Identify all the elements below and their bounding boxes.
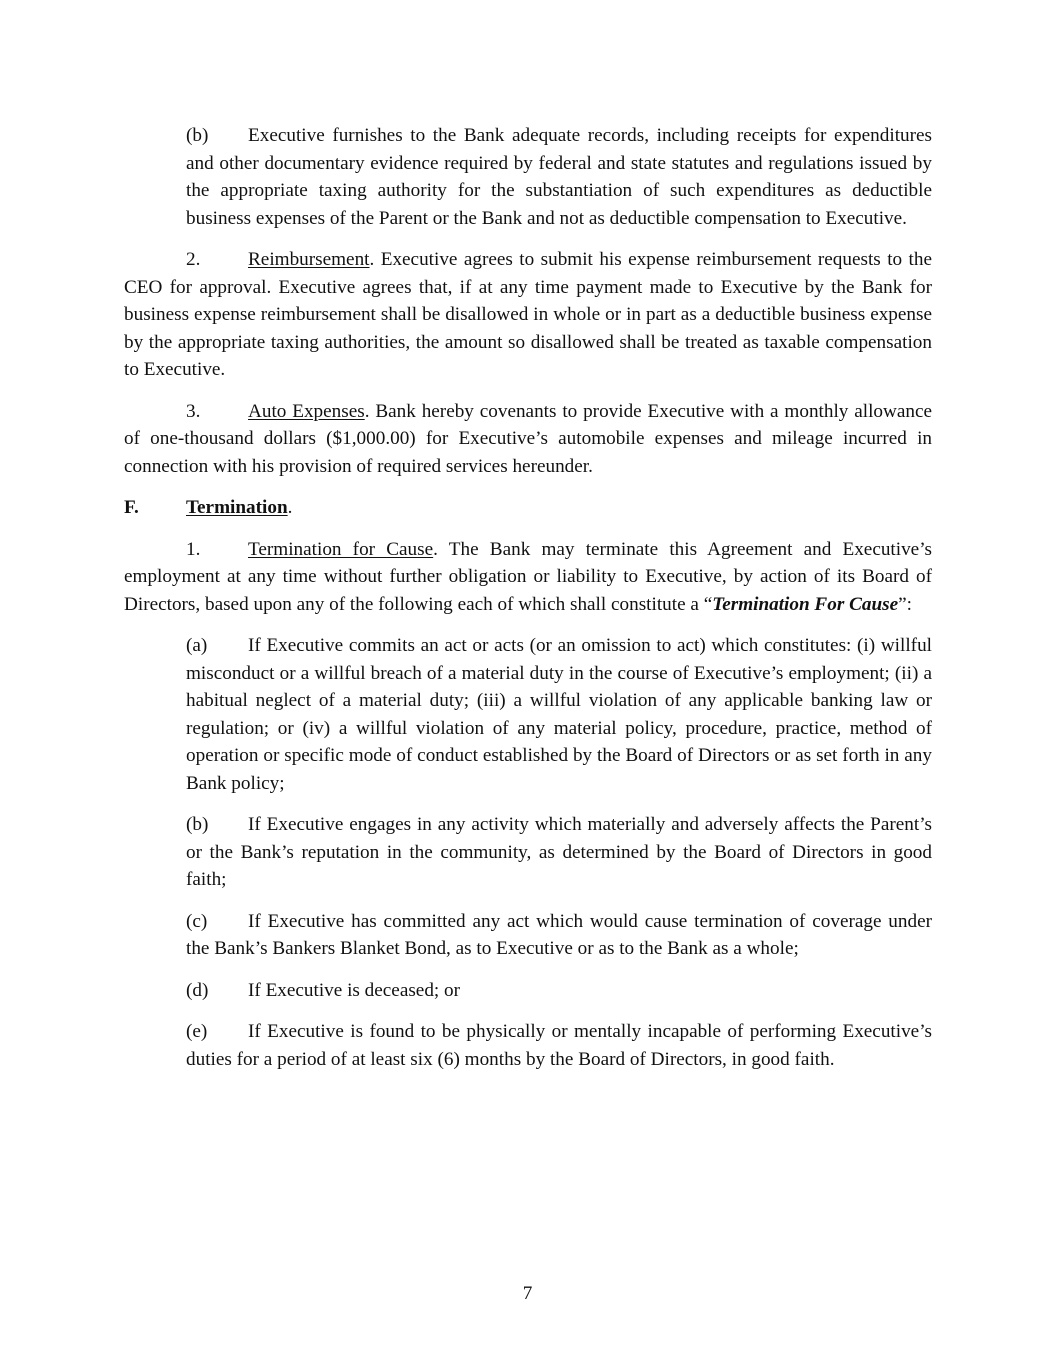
- paragraph-text: . Bank hereby covenants to provide Executive with a monthly allowance of one-thousand dollars ($1,000.00) for Executive’s automobile expenses and mileage incurred in connection with his provision of required services hereunder.: [124, 400, 933, 477]
- subitem-d: [186, 977, 932, 1005]
- paragraph-auto-expenses: [124, 398, 932, 481]
- defined-term: Termination For Cause: [712, 593, 899, 615]
- subitem-text: If Executive engages in any activity which materially and adversely affects the Parent’s or the Bank’s reputation in the community, as determined by the Board of Directors in good faith;: [186, 814, 932, 890]
- page-number: 7: [522, 1283, 533, 1304]
- paragraph-text-end: ”:: [898, 593, 912, 615]
- subitem-e: [186, 1018, 932, 1073]
- subitem-label: (a): [186, 635, 208, 656]
- subitem-label: (b): [186, 814, 209, 835]
- section-letter: F.: [124, 497, 139, 518]
- section-title-suffix: .: [287, 497, 293, 518]
- paragraph-number: 2.: [186, 249, 201, 270]
- paragraph-text: . The Bank may terminate this Agreement and Executive’s employment at any time without further obligation or liability to Executive, by action of its Board of Directors, based upon any of the following each of which shall constitute a “: [124, 538, 932, 615]
- paragraph-number: 1.: [186, 538, 201, 560]
- paragraph-reimbursement: [124, 246, 932, 384]
- document-page: [124, 122, 932, 1087]
- auto-expenses-title: Auto Expenses: [248, 400, 365, 422]
- paragraph-number: 3.: [186, 400, 201, 422]
- subitem-text: If Executive is found to be physically or mentally incapable of performing Executive’s duties for a period of at least six (6) months by the Board of Directors, in good faith.: [186, 1021, 932, 1070]
- subitem-text: If Executive commits an act or acts (or an omission to act) which constitutes: (i) willful misconduct or a willful breach of a material duty in the course of Executive’s employment; (ii) a habitual neglect of a material duty; (iii) a willful violation of any applicable banking law or regulation; or (iv) a willful violation of any material policy, procedure, practice, method of operation or specific mode of conduct established by the Board of Directors or as set forth in any Bank policy;: [186, 635, 932, 794]
- paragraph-text: Executive furnishes to the Bank adequate records, including receipts for expenditures and other documentary evidence required by federal and state statutes and regulations issued by the appropriate taxing authority for the substantiation of such expenditures as deductible business expenses of the Parent or the Bank and not as deductible compensation to Executive.: [186, 125, 932, 229]
- section-f-heading: [124, 494, 932, 522]
- section-title: Termination: [186, 497, 288, 518]
- paragraph-label: (b): [186, 125, 209, 146]
- subitem-text: If Executive is deceased; or: [248, 979, 461, 1001]
- paragraph-termination-for-cause: [124, 536, 932, 619]
- subitem-label: (e): [186, 1021, 208, 1042]
- paragraph-text: . Executive agrees to submit his expense reimbursement requests to the CEO for approval. Executive agrees that, if at any time payment made to Executive by the Bank for business expense reimbursement shall be disallowed in whole or in part as a deductible business expense by the appropriate taxing authorities, the amount so disallowed shall be treated as taxable compensation to Executive.: [124, 249, 932, 380]
- subitem-label: (c): [186, 910, 208, 932]
- subitem-c: [186, 908, 932, 963]
- paragraph-e-b: [186, 122, 932, 232]
- subitem-label: (d): [186, 979, 209, 1001]
- termination-for-cause-title: Termination for Cause: [248, 538, 434, 560]
- reimbursement-title: Reimbursement: [248, 249, 370, 270]
- subitem-b: [186, 811, 932, 894]
- subitem-a: [186, 632, 932, 797]
- subitem-text: If Executive has committed any act which would cause termination of coverage under the Bank’s Bankers Blanket Bond, as to Executive or as to the Bank as a whole;: [186, 910, 932, 959]
